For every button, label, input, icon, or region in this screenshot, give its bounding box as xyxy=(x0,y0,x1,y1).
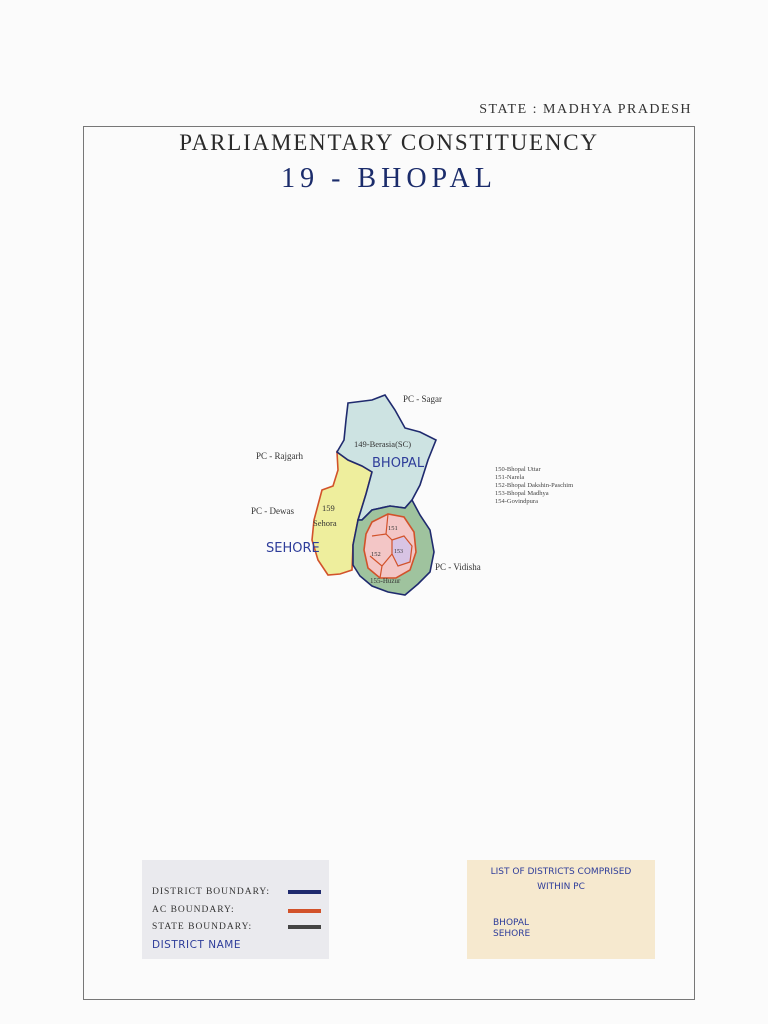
district-item-bhopal: BHOPAL xyxy=(493,918,530,928)
label-pc-vidisha: PC - Vidisha xyxy=(435,562,481,572)
legend-district-boundary-swatch xyxy=(288,890,321,894)
districts-list-box xyxy=(467,860,655,959)
ac-list-item: 153-Bhopal Madhya xyxy=(495,490,549,497)
legend-ac-boundary-label: AC BOUNDARY: xyxy=(152,905,235,915)
legend-state-boundary-label: STATE BOUNDARY: xyxy=(152,922,253,932)
districts-heading-line1: LIST OF DISTRICTS COMPRISED xyxy=(490,867,632,877)
label-ac-159-number: 159 xyxy=(322,503,335,513)
ac-list xyxy=(495,466,573,505)
ac-list-item: 152-Bhopal Dakshin-Paschim xyxy=(495,482,574,489)
legend-ac-boundary-swatch xyxy=(288,909,321,913)
label-ac-153: 153 xyxy=(394,549,403,555)
label-ac-152: 152 xyxy=(371,551,381,558)
label-ac-151: 151 xyxy=(388,525,398,532)
label-ac-berasia: 149-Berasia(SC) xyxy=(354,439,412,449)
state-label: STATE : MADHYA PRADESH xyxy=(479,102,692,117)
ac-list-item: 154-Govindpura xyxy=(495,498,538,505)
districts-list-heading xyxy=(467,865,655,895)
legend xyxy=(142,860,329,959)
legend-district-name: DISTRICT NAME xyxy=(152,939,241,951)
ac-list-item: 150-Bhopal Uttar xyxy=(495,466,541,473)
label-pc-rajgarh: PC - Rajgarh xyxy=(256,451,303,461)
label-ac-huzur: 155-Huzur xyxy=(370,577,401,585)
label-district-sehore: SEHORE xyxy=(266,541,320,556)
districts-heading-line2: WITHIN PC xyxy=(537,882,585,892)
district-item-sehore: SEHORE xyxy=(493,929,531,939)
page-title: PARLIAMENTARY CONSTITUENCY xyxy=(179,130,599,155)
legend-state-boundary-swatch xyxy=(288,925,321,929)
label-pc-sagar: PC - Sagar xyxy=(403,394,442,404)
legend-district-boundary-label: DISTRICT BOUNDARY: xyxy=(152,887,271,897)
label-pc-dewas: PC - Dewas xyxy=(251,506,294,516)
label-district-bhopal: BHOPAL xyxy=(372,456,425,471)
ac-list-item: 151-Narela xyxy=(495,474,525,481)
constituency-name: 19 - BHOPAL xyxy=(281,163,497,194)
label-ac-159-name: Sehora xyxy=(313,518,337,528)
